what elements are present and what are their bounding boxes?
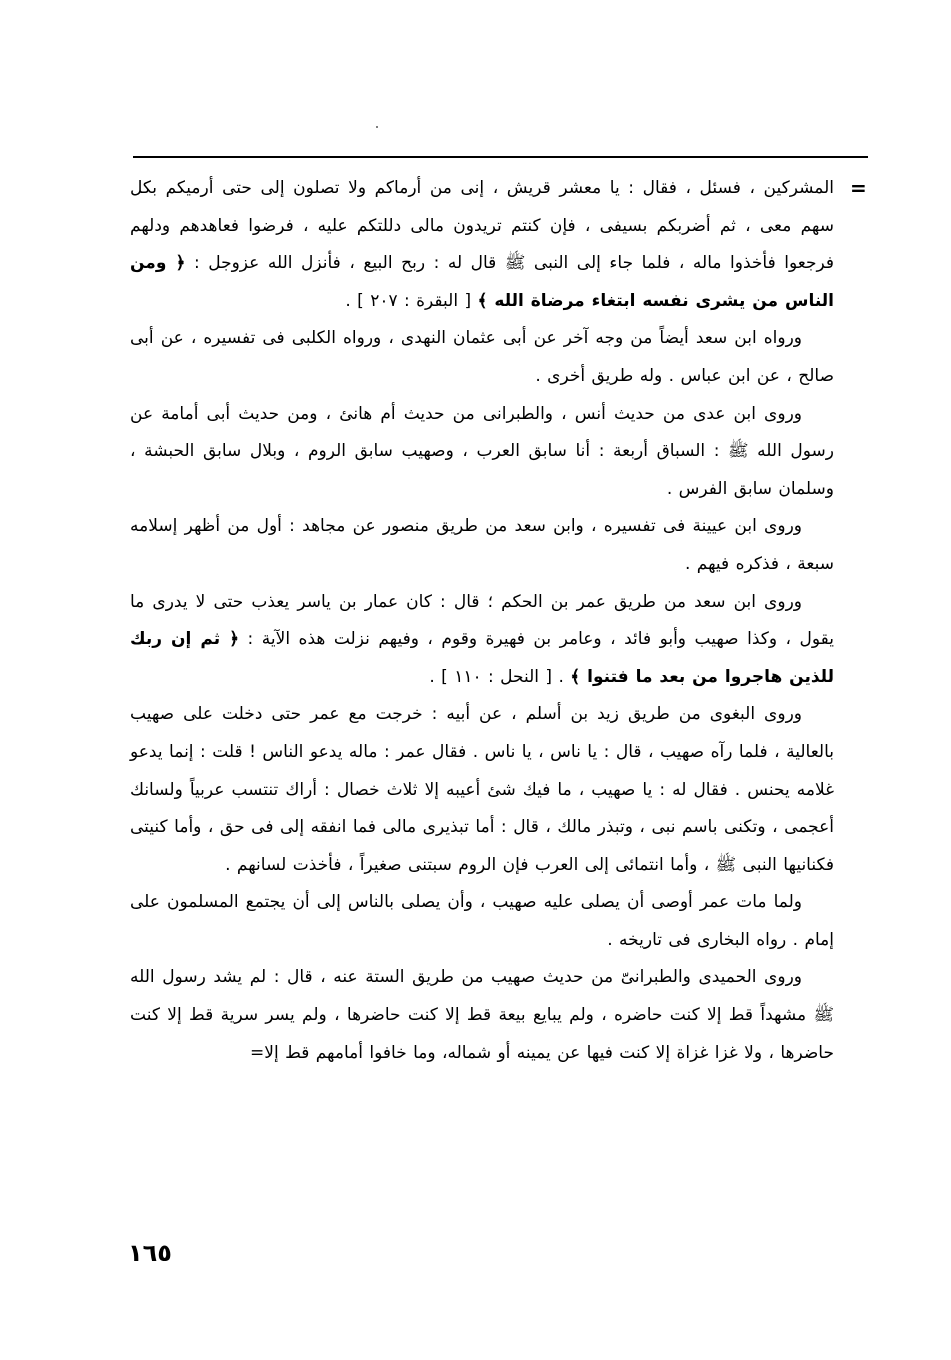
paragraph-1 — [130, 170, 834, 320]
paragraph-4 — [130, 508, 834, 583]
paragraph-6 — [130, 696, 834, 884]
paragraph-1-text: المشركين ، فسئل ، فقال : يا معشر قريش ، إنى من أرماكم ولا تصلون إلى حتى أرميكم بكل سهم معى ، ثم أضربكم بسيفى ، فإن كنتم تريدون مالى دللتكم عليه ، فرضوا فعاهدهم ودلهم فرجعوا فأخذوا ماله ، فلما جاء إلى النبى ﷺ قال له : ربح البيع ، فأنزل الله عزوجل : — [130, 178, 834, 274]
footnote-separator-rule — [133, 156, 868, 158]
footnote-text — [130, 170, 834, 1072]
paragraph-5 — [130, 584, 834, 697]
verse-citation-baqarah: [ البقرة : ٢٠٧ ] . — [345, 290, 478, 311]
paragraph-5-text: وروى ابن سعد من طريق عمر بن الحكم ؛ قال : كان عمار بن ياسر يعذب حتى لا يدرى ما يقول ، وكذا صهيب وأبو فائد ، وعامر بن فهيرة وقوم ، وفيهم نزلت هذه الآية : — [130, 591, 834, 650]
paragraph-7 — [130, 884, 834, 959]
paragraph-8-text: وروى الحميدى والطبرانىّ من حديث صهيب من طريق الستة عنه ، قال : لم يشد رسول الله ﷺ مشهداً قط إلا كنت حاضره ، ولم يبايع بيعة قط إلا كنت حاضرها ، ولم يسر سرية قط إلا كنت حاضرها ، ولا غزا غزاة إلا كنت فيها عن يمينه أو شماله، وما خافوا أمامهم قط إلا= — [130, 967, 834, 1063]
paragraph-2 — [130, 320, 834, 395]
paragraph-3 — [130, 396, 834, 509]
paragraph-3-text: وروى ابن عدى من حديث أنس ، والطبرانى من حديث أم هانئ ، ومن حديث أبى أمامة عن رسول الله ﷺ : السباق أربعة : أنا سابق العرب ، وصهيب سابق الروم ، وبلال سابق الحبشة ، وسلمان سابق الفرس . — [130, 403, 834, 499]
paragraph-8 — [130, 959, 834, 1072]
quran-verse-baqarah: ﴿ ومن الناس من يشرى نفسه ابتغاء مرضاة الله ﴾ — [130, 253, 834, 311]
scan-speck — [376, 126, 378, 128]
paragraph-2-text: ورواه ابن سعد أيضاً من وجه آخر عن أبى عثمان النهدى ، ورواه الكلبى فى تفسيره ، عن أبى صالح ، عن ابن عباس . وله طريق أخرى . — [130, 328, 834, 386]
paragraph-4-text: وروى ابن عيينة فى تفسيره ، وابن سعد من طريق منصور عن مجاهد : أول من أظهر إسلامه سبعة ، فذكره فيهم . — [130, 516, 834, 574]
page-number: ١٦٥ — [128, 1239, 172, 1267]
quran-verse-nahl: ﴿ ثم إن ربك للذين هاجروا من بعد ما فتنوا ﴾ — [130, 629, 834, 687]
paragraph-6-text: وروى البغوى من طريق زيد بن أسلم ، عن أبيه : خرجت مع عمر حتى دخلت على صهيب بالعالية ، فلما رآه صهيب ، قال : يا ناس ، يا ناس . فقال عمر : ماله يدعو الناس ! قلت : إنما يدعو غلامه يحنس . فقال له : يا صهيب ، ما فيك شئ أعيبه إلا ثلاث خصال : أراك تنتسب عربياً ولسانك أعجمى ، وتكنى باسم نبى ، وتبذر مالك ، قال : أما تبذيرى مالى فما انفقه إلى فى حق ، وأما كنيتى فكنانيها النبى ﷺ ، وأما انتمائى إلى العرب فإن الروم سبتنى صغيراً ، فأخذت لسانهم . — [130, 704, 834, 875]
continuation-mark: = — [850, 176, 867, 200]
paragraph-7-text: ولما مات عمر أوصى أن يصلى عليه صهيب ، وأن يصلى بالناس إلى أن يجتمع المسلمون على إمام . رواه البخارى فى تاريخه . — [130, 892, 834, 950]
verse-citation-nahl: . [ النحل : ١١٠ ] . — [429, 666, 571, 687]
